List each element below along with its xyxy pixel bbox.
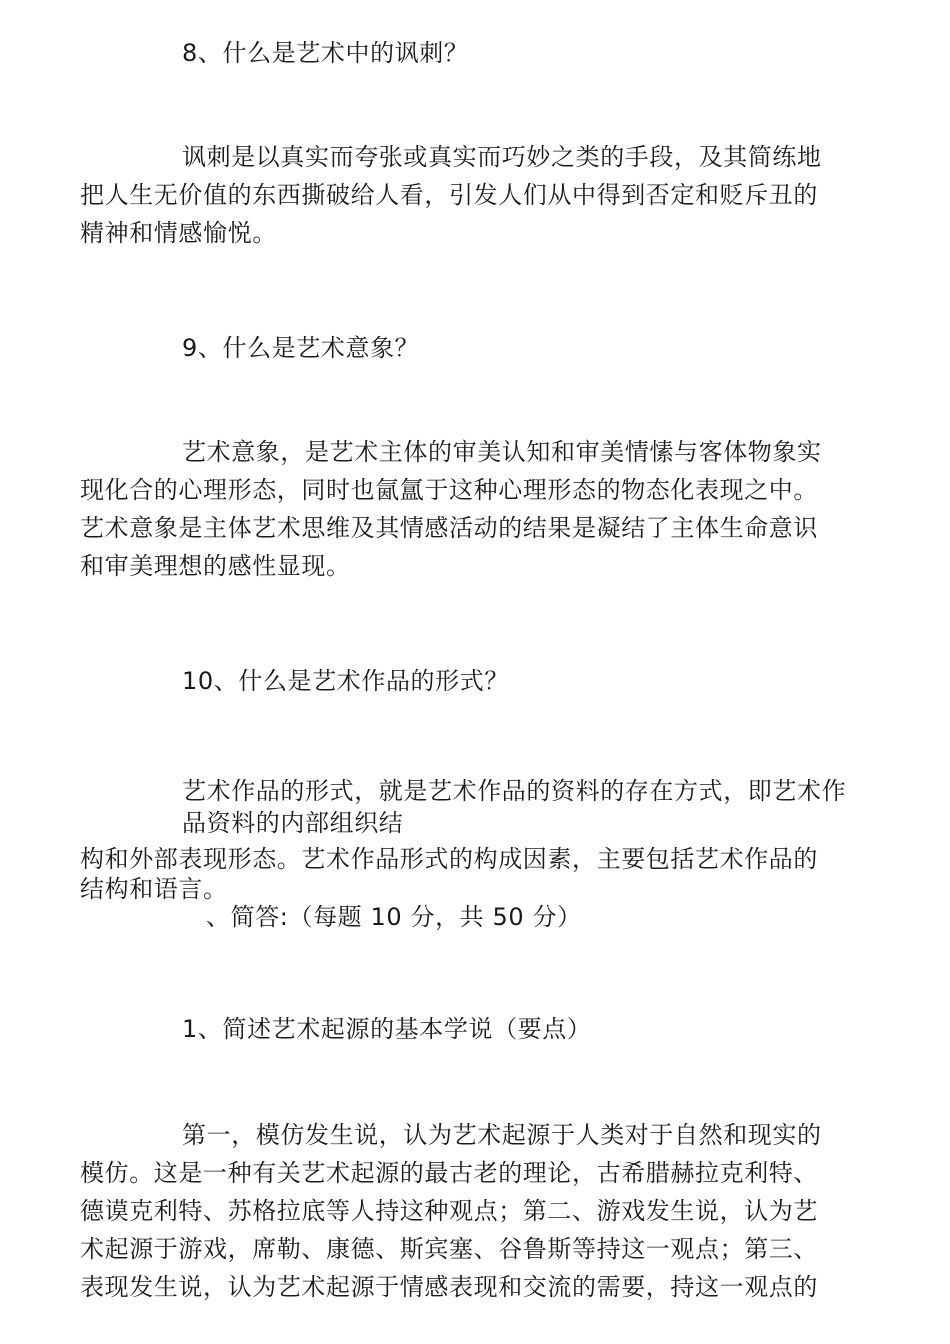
question-8-title: 8、什么是艺术中的讽刺？ <box>182 39 469 67</box>
question-9-answer-line-4: 和审美理想的感性显现。 <box>80 552 351 580</box>
short-answer-1-line-3: 德谟克利特、苏格拉底等人持这种观点；第二、游戏发生说，认为艺 <box>80 1197 818 1225</box>
question-9-answer-line-1: 艺术意象，是艺术主体的审美认知和审美情愫与客体物象实 <box>182 438 822 466</box>
question-10-answer-line-1: 艺术作品的形式，就是艺术作品的资料的存在方式，即艺术作 <box>182 777 847 805</box>
short-answer-1-line-2: 模仿。这是一种有关艺术起源的最古老的理论，古希腊赫拉克利特、 <box>80 1159 818 1187</box>
question-10-title: 10、什么是艺术作品的形式？ <box>182 667 509 695</box>
short-answer-1-line-1: 第一，模仿发生说，认为艺术起源于人类对于自然和现实的 <box>182 1121 822 1149</box>
question-10-answer-line-2: 品资料的内部组织结 <box>182 809 404 837</box>
question-9-title: 9、什么是艺术意象？ <box>182 334 420 362</box>
question-8-answer-line-2: 把人生无价值的东西撕破给人看，引发人们从中得到否定和贬斥丑的 <box>80 181 818 209</box>
question-8-answer-line-1: 讽刺是以真实而夸张或真实而巧妙之类的手段，及其简练地 <box>182 143 822 171</box>
section-heading: 、简答:（每题 10 分，共 50 分） <box>206 903 582 931</box>
question-10-answer-line-3: 构和外部表现形态。艺术作品形式的构成因素，主要包括艺术作品的 <box>80 845 818 873</box>
question-8-answer-line-3: 精神和情感愉悦。 <box>80 219 277 247</box>
question-10-answer-line-4: 结构和语言。 <box>80 875 228 903</box>
short-answer-1-line-5: 表现发生说，认为艺术起源于情感表现和交流的需要，持这一观点的 <box>80 1273 818 1301</box>
question-9-answer-line-2: 现化合的心理形态，同时也氤氲于这种心理形态的物态化表现之中。 <box>80 476 818 504</box>
short-answer-1-title: 1、简述艺术起源的基本学说（要点） <box>182 1015 592 1043</box>
question-9-answer-line-3: 艺术意象是主体艺术思维及其情感活动的结果是凝结了主体生命意识 <box>80 514 818 542</box>
short-answer-1-line-4: 术起源于游戏，席勒、康德、斯宾塞、谷鲁斯等持这一观点；第三、 <box>80 1235 818 1263</box>
